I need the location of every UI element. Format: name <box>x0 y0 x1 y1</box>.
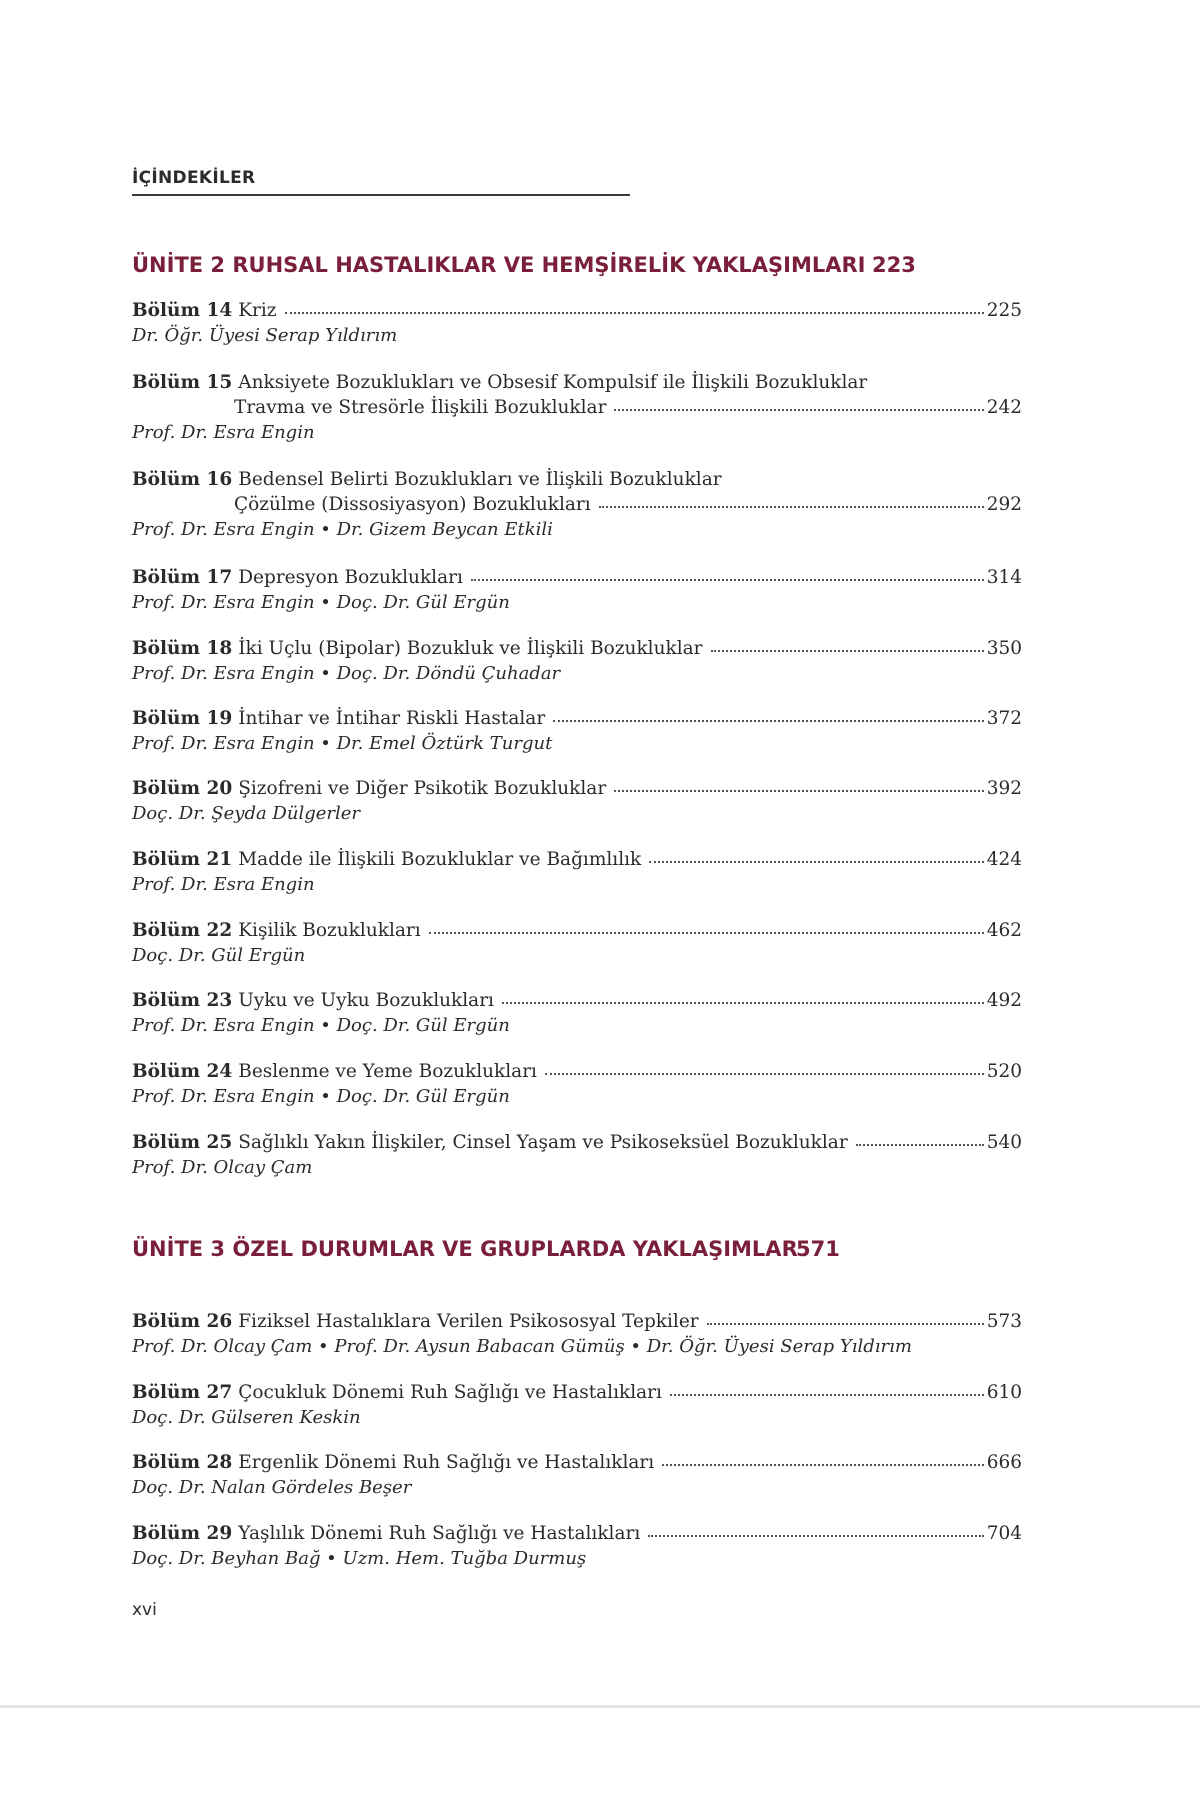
chapter-page-number: 540 <box>986 1132 1022 1153</box>
chapter-label: Bölüm 21 <box>132 849 233 870</box>
chapter-page-number: 610 <box>986 1382 1022 1403</box>
chapter-label: Bölüm 19 <box>132 708 233 729</box>
chapter-title: Kişilik Bozuklukları <box>238 920 421 941</box>
toc-entry[interactable] <box>132 1059 1022 1109</box>
chapter-title: Şizofreni ve Diğer Psikotik Bozukluklar <box>238 778 607 799</box>
dot-leader <box>599 505 984 508</box>
dot-leader <box>614 408 983 411</box>
toc-entry[interactable] <box>132 1130 1022 1180</box>
chapter-label: Bölüm 24 <box>132 1061 233 1082</box>
chapter-label: Bölüm 27 <box>132 1382 233 1403</box>
chapter-authors: Prof. Dr. Esra Engin • Dr. Emel Öztürk Turgut <box>132 733 553 754</box>
chapter-title: Anksiyete Bozuklukları ve Obsesif Kompulsif ile İlişkili Bozukluklar <box>238 372 868 393</box>
chapter-label: Bölüm 18 <box>132 638 233 659</box>
chapter-label: Bölüm 20 <box>132 778 233 799</box>
toc-entry[interactable] <box>132 776 1022 826</box>
chapter-title: Depresyon Bozuklukları <box>238 567 463 588</box>
dot-leader <box>662 1463 984 1466</box>
unit-title: ÜNİTE 3 ÖZEL DURUMLAR VE GRUPLARDA YAKLAŞIMLAR <box>132 1237 798 1261</box>
unit-title: ÜNİTE 2 RUHSAL HASTALIKLAR VE HEMŞİRELİK YAKLAŞIMLARI <box>132 253 866 277</box>
dot-leader <box>711 649 984 652</box>
dot-leader <box>648 1534 983 1537</box>
chapter-title: Sağlıklı Yakın İlişkiler, Cinsel Yaşam ve Psikoseksüel Bozukluklar <box>238 1132 848 1153</box>
toc-entry[interactable] <box>132 918 1022 968</box>
chapter-page-number: 314 <box>986 567 1022 588</box>
chapter-label: Bölüm 16 <box>132 469 233 490</box>
unit-page-number: 571 <box>796 1237 840 1261</box>
toc-entry[interactable] <box>132 565 1022 615</box>
chapter-authors: Doç. Dr. Gül Ergün <box>132 945 306 966</box>
chapter-page-number: 242 <box>986 397 1022 418</box>
toc-entry[interactable] <box>132 706 1022 756</box>
chapter-authors: Prof. Dr. Esra Engin • Doç. Dr. Döndü Çuhadar <box>132 663 561 684</box>
chapter-label: Bölüm 17 <box>132 567 233 588</box>
toc-entry[interactable] <box>132 636 1022 686</box>
unit-page-number: 223 <box>872 253 916 277</box>
chapter-title-continued: Travma ve Stresörle İlişkili Bozukluklar <box>234 397 607 418</box>
toc-entry[interactable] <box>132 988 1022 1038</box>
chapter-label: Bölüm 23 <box>132 990 233 1011</box>
chapter-page-number: 704 <box>986 1523 1022 1544</box>
dot-leader <box>614 789 984 792</box>
chapter-label: Bölüm 22 <box>132 920 233 941</box>
toc-entry[interactable] <box>132 1380 1022 1430</box>
dot-leader <box>707 1322 984 1325</box>
toc-entry[interactable] <box>132 1309 1022 1359</box>
chapter-authors: Prof. Dr. Esra Engin • Doç. Dr. Gül Ergün <box>132 1086 510 1107</box>
chapter-authors: Dr. Öğr. Üyesi Serap Yıldırım <box>132 325 398 346</box>
chapter-authors: Doç. Dr. Beyhan Bağ • Uzm. Hem. Tuğba Durmuş <box>132 1548 587 1569</box>
chapter-label: Bölüm 25 <box>132 1132 233 1153</box>
toc-entry[interactable] <box>132 467 1022 542</box>
chapter-page-number: 372 <box>986 708 1022 729</box>
chapter-title: Ergenlik Dönemi Ruh Sağlığı ve Hastalıkları <box>238 1452 655 1473</box>
chapter-title: Çocukluk Dönemi Ruh Sağlığı ve Hastalıkları <box>238 1382 662 1403</box>
chapter-page-number: 462 <box>986 920 1022 941</box>
chapter-title: İki Uçlu (Bipolar) Bozukluk ve İlişkili Bozukluklar <box>238 638 703 659</box>
chapter-page-number: 350 <box>986 638 1022 659</box>
toc-entry[interactable] <box>132 1450 1022 1500</box>
toc-entry[interactable] <box>132 847 1022 897</box>
chapter-authors: Doç. Dr. Nalan Gördeles Beşer <box>132 1477 412 1498</box>
bottom-divider <box>0 1705 1200 1708</box>
unit-heading <box>132 253 916 277</box>
chapter-authors: Prof. Dr. Esra Engin • Doç. Dr. Gül Ergün <box>132 1015 510 1036</box>
dot-leader <box>553 719 984 722</box>
dot-leader <box>856 1143 984 1146</box>
chapter-page-number: 573 <box>986 1311 1022 1332</box>
dot-leader <box>429 931 984 934</box>
chapter-page-number: 292 <box>986 494 1022 515</box>
chapter-title: Fiziksel Hastalıklara Verilen Psikososyal Tepkiler <box>238 1311 699 1332</box>
chapter-authors: Prof. Dr. Esra Engin • Dr. Gizem Beycan Etkili <box>132 519 553 540</box>
dot-leader <box>285 311 984 314</box>
chapter-label: Bölüm 26 <box>132 1311 233 1332</box>
chapter-title: İntihar ve İntihar Riskli Hastalar <box>238 708 546 729</box>
chapter-page-number: 424 <box>986 849 1022 870</box>
chapter-title: Yaşlılık Dönemi Ruh Sağlığı ve Hastalıkları <box>238 1523 641 1544</box>
chapter-authors: Doç. Dr. Gülseren Keskin <box>132 1407 361 1428</box>
chapter-label: Bölüm 28 <box>132 1452 233 1473</box>
chapter-title: Bedensel Belirti Bozuklukları ve İlişkili Bozukluklar <box>238 469 722 490</box>
chapter-page-number: 666 <box>986 1452 1022 1473</box>
chapter-page-number: 492 <box>986 990 1022 1011</box>
chapter-title: Kriz <box>238 300 277 321</box>
chapter-authors: Prof. Dr. Olcay Çam • Prof. Dr. Aysun Babacan Gümüş • Dr. Öğr. Üyesi Serap Yıldırım <box>132 1336 912 1357</box>
chapter-label: Bölüm 14 <box>132 300 233 321</box>
folio-page-number: xvi <box>132 1600 157 1620</box>
chapter-title: Uyku ve Uyku Bozuklukları <box>238 990 494 1011</box>
toc-entry[interactable] <box>132 370 1022 445</box>
chapter-title-continued: Çözülme (Dissosiyasyon) Bozuklukları <box>234 494 591 515</box>
page-title: İÇİNDEKİLER <box>132 168 256 188</box>
toc-entry[interactable] <box>132 298 1022 348</box>
page-header <box>132 168 630 196</box>
chapter-authors: Prof. Dr. Esra Engin <box>132 874 315 895</box>
unit-heading <box>132 1237 840 1261</box>
chapter-page-number: 520 <box>986 1061 1022 1082</box>
dot-leader <box>545 1072 984 1075</box>
dot-leader <box>649 860 983 863</box>
chapter-authors: Doç. Dr. Şeyda Dülgerler <box>132 803 360 824</box>
chapter-page-number: 225 <box>986 300 1022 321</box>
chapter-label: Bölüm 15 <box>132 372 233 393</box>
dot-leader <box>471 578 984 581</box>
dot-leader <box>502 1001 984 1004</box>
chapter-title: Beslenme ve Yeme Bozuklukları <box>238 1061 537 1082</box>
chapter-label: Bölüm 29 <box>132 1523 233 1544</box>
toc-entry[interactable] <box>132 1521 1022 1571</box>
chapter-title: Madde ile İlişkili Bozukluklar ve Bağımlılık <box>238 849 642 870</box>
chapter-authors: Prof. Dr. Esra Engin • Doç. Dr. Gül Ergün <box>132 592 510 613</box>
chapter-page-number: 392 <box>986 778 1022 799</box>
dot-leader <box>670 1393 984 1396</box>
chapter-authors: Prof. Dr. Olcay Çam <box>132 1157 313 1178</box>
chapter-authors: Prof. Dr. Esra Engin <box>132 422 315 443</box>
